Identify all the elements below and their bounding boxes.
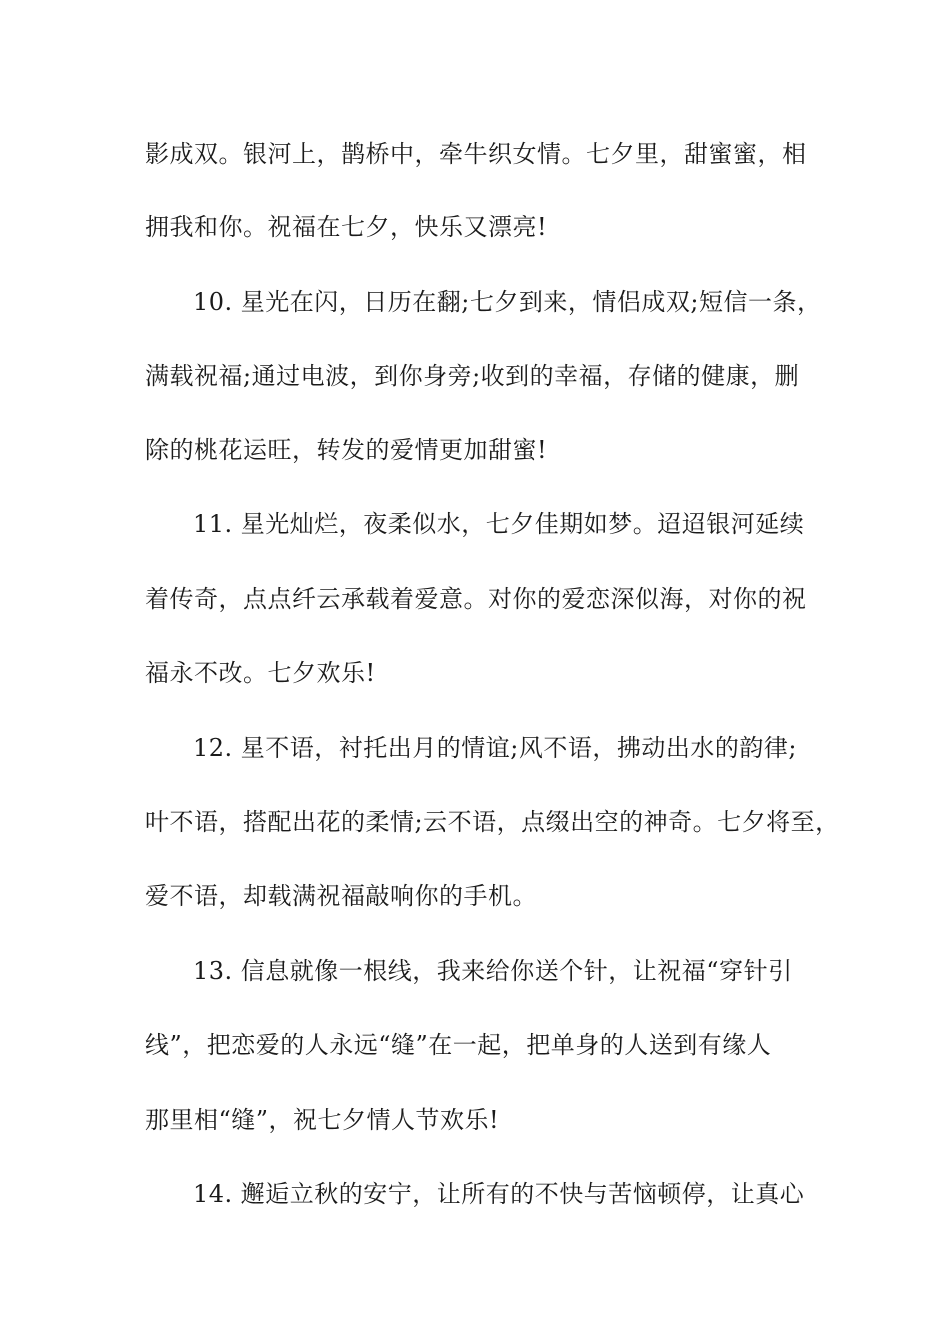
- text-line: 10. 星光在闪，日历在翻;七夕到来，情侣成双;短信一条，: [193, 288, 822, 316]
- text-line: 13. 信息就像一根线，我来给你送个针，让祝福“穿针引: [193, 957, 793, 985]
- text-line: 除的桃花运旺，转发的爱情更加甜蜜!: [145, 436, 548, 464]
- text-line: 14. 邂逅立秋的安宁，让所有的不快与苦恼顿停，让真心: [193, 1180, 805, 1208]
- text-line: 11. 星光灿烂，夜柔似水，七夕佳期如梦。迢迢银河延续: [193, 510, 805, 538]
- text-line: 拥我和你。祝福在七夕，快乐又漂亮!: [145, 213, 548, 241]
- text-line: 爱不语，却载满祝福敲响你的手机。: [145, 882, 537, 910]
- text-line: 福永不改。七夕欢乐!: [145, 659, 376, 687]
- text-line: 影成双。银河上，鹊桥中，牵牛织女情。七夕里，甜蜜蜜，相: [145, 140, 807, 168]
- text-line: 12. 星不语，衬托出月的情谊;风不语，拂动出水的韵律;: [193, 734, 797, 762]
- text-line: 叶不语，搭配出花的柔情;云不语，点缀出空的神奇。七夕将至，: [145, 808, 840, 836]
- text-line: 那里相“缝”，祝七夕情人节欢乐!: [145, 1106, 500, 1134]
- text-line: 满载祝福;通过电波，到你身旁;收到的幸福，存储的健康，删: [145, 362, 800, 390]
- text-line: 着传奇，点点纤云承载着爱意。对你的爱恋深似海，对你的祝: [145, 585, 807, 613]
- text-line: 线”，把恋爱的人永远“缝”在一起，把单身的人送到有缘人: [145, 1031, 772, 1059]
